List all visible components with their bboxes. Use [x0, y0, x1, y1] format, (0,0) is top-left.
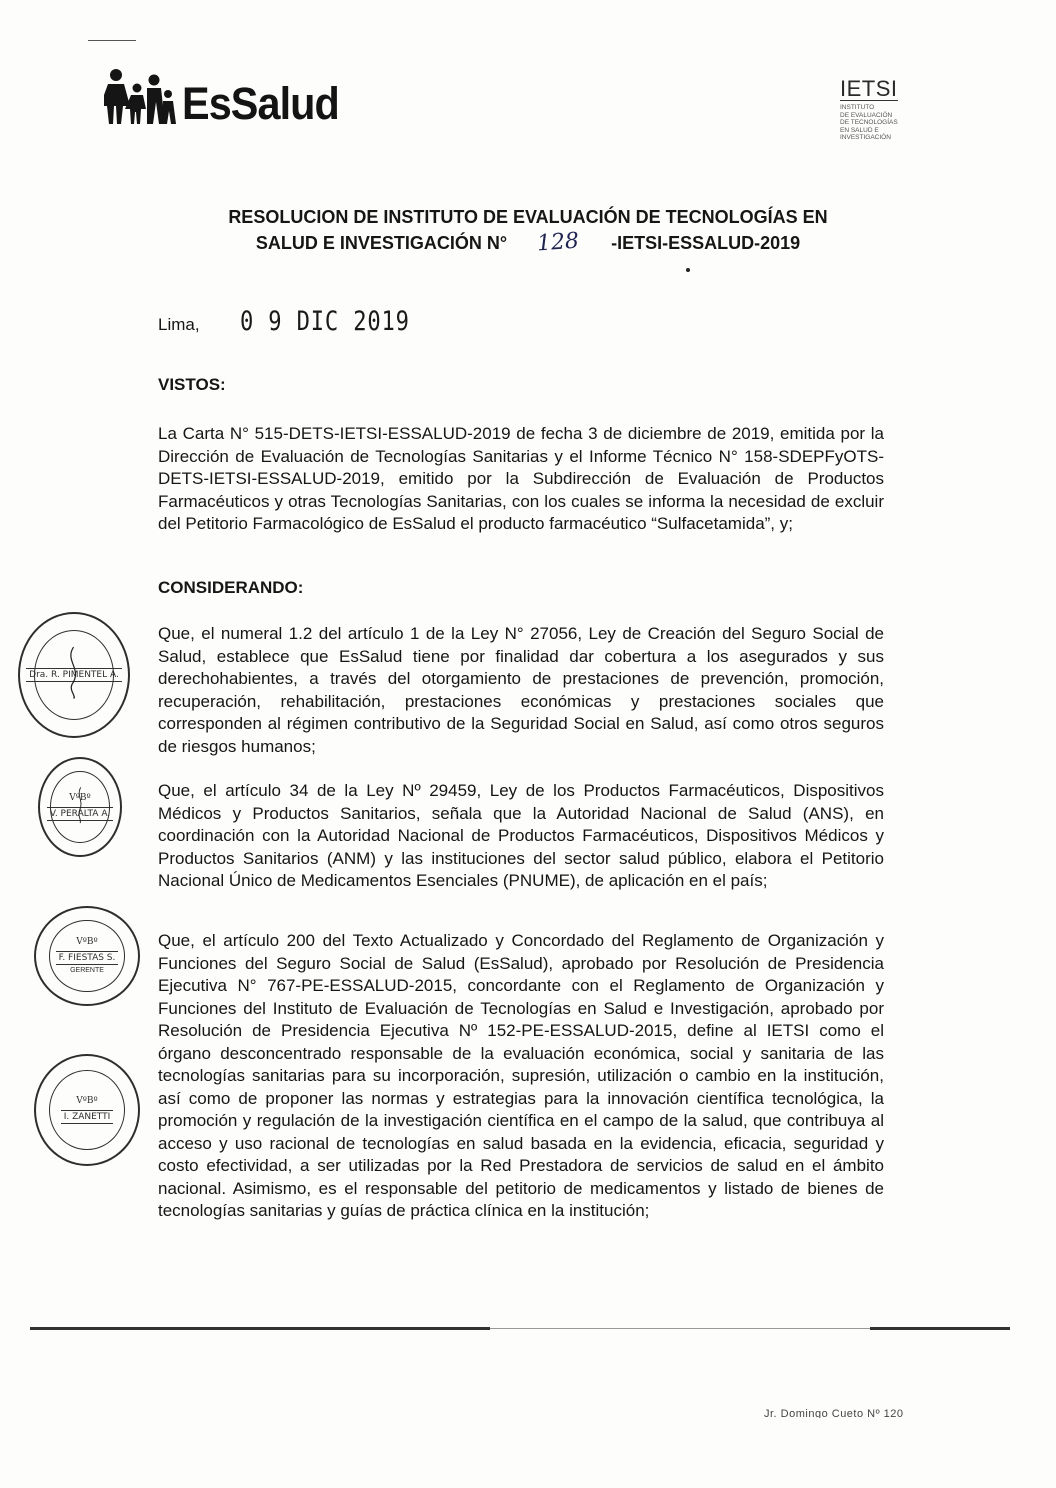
top-margin-mark — [88, 40, 136, 41]
considerando-heading: CONSIDERANDO: — [158, 578, 304, 597]
date-stamp: 0 9 DIC 2019 — [240, 306, 410, 337]
seal-name-2: V. PERALTA A. — [47, 807, 113, 821]
signature-mark — [68, 781, 91, 829]
title-line-2 — [256, 230, 800, 256]
seal-name-4: I. ZANETTI — [61, 1110, 114, 1124]
title-prefix: SALUD E INVESTIGACIÓN N° — [255, 233, 508, 253]
vobo-label-4: VºBº — [76, 1096, 98, 1106]
essalud-logo — [104, 66, 353, 129]
date-place: Lima, — [158, 315, 200, 334]
footer-address: Jr. Domingo Cueto Nº 120 — [764, 1408, 904, 1418]
ietsi-acronym: IETSI — [840, 76, 898, 101]
vistos-paragraph: La Carta N° 515-DETS-IETSI-ESSALUD-2019 de fecha 3 de diciembre de 2019, emitida por la Dirección de Evaluación de Tecnologías Sanitarias y el Informe Técnico N° 158-SDEPFyOTS-DETS-IETSI-ESSALUD-2019, emitido por la Subdirección de Evaluación de Productos Farmacéuticos y otras Tecnologías Sanitarias, con los cuales se informa la necesidad de excluir del Petitorio Farmacológico de EsSalud el producto farmacéutico “Sulfacetamida”, y; — [158, 424, 884, 533]
seal-stamp-3 — [34, 906, 140, 1006]
brand-name: EsSalud — [182, 78, 339, 129]
seal-stamp-1 — [18, 612, 130, 738]
title-suffix: -IETSI-ESSALUD-2019 — [611, 233, 801, 253]
footer-divider — [30, 1326, 1010, 1331]
seal-stamp-4 — [34, 1054, 140, 1166]
seal-name-1: Dra. R. PIMENTEL A. — [26, 668, 122, 682]
ietsi-full-name: INSTITUTO DE EVALUACIÓN DE TECNOLOGÍAS EN SALUD E INVESTIGACIÓN — [840, 104, 898, 141]
resolution-title — [160, 205, 896, 256]
seal-name-3: F. FIESTAS S. — [56, 951, 119, 965]
ietsi-logo — [840, 78, 926, 142]
seal-role-3: GERENTE — [70, 967, 104, 975]
ink-dot — [686, 268, 690, 272]
handwritten-resolution-number: 128 — [536, 228, 580, 257]
vistos-heading: VISTOS: — [158, 375, 226, 394]
considerando-paragraph-2: Que, el artículo 34 de la Ley Nº 29459, Ley de los Productos Farmacéuticos, Dispositivos Médicos y Productos Sanitarios, señala que la Autoridad Nacional de Salud (ANS), en coordinación con la Autoridad Nacional de Productos Farmacéuticos, Dispositivos Médicos y Productos Sanitarios (ANM) y las instituciones del sector salud público, elabora el Petitorio Nacional Único de Medicamentos Esenciales (PNUME), de aplicación en el país; — [158, 781, 884, 890]
considerando-paragraph-1: Que, el numeral 1.2 del artículo 1 de la Ley N° 27056, Ley de Creación del Seguro Social de Salud, establece que EsSalud tiene por finalidad dar cobertura a los asegurados y sus derechohabientes, a través del otorgamiento de prestaciones de prevención, promoción, recuperación, rehabilitación, prestaciones económicas y prestaciones sociales que corresponden al régimen contributivo de la Seguridad Social en Salud, así como otros seguros de riesgos humanos; — [158, 624, 884, 756]
seal-stamp-2 — [38, 757, 122, 857]
title-line-1: RESOLUCION DE INSTITUTO DE EVALUACIÓN DE TECNOLOGÍAS EN — [228, 207, 828, 227]
considerando-paragraph-3: Que, el artículo 200 del Texto Actualizado y Concordado del Reglamento de Organización y Funciones del Seguro Social de Salud (EsSalud), aprobado por Resolución de Presidencia Ejecutiva N° 767-PE-ESSALUD-2015, concordante con el Reglamento de Organización y Funciones del Instituto de Evaluación de Tecnologías en Salud e Investigación, aprobado por Resolución de Presidencia Ejecutiva Nº 152-PE-ESSALUD-2015, define al IETSI como el órgano desconcentrado responsable de la evaluación económica, social y sanitaria de las tecnologías sanitarias para su incorporación, supresión, utilización o cambio en la institución, así como de proponer las normas y estrategias para la innovación científica tecnológica, la promoción y regulación de la investigación científica en el campo de la salud, que contribuya al acceso y uso racional de tecnologías en salud basada en la evidencia, eficacia, seguridad y costo efectividad, a ser utilizadas por la Red Prestadora de servicios de salud en el ámbito nacional. Asimismo, es el responsable del petitorio de medicamentos y listado de bienes de tecnologías sanitarias y guías de práctica clínica en la institución; — [158, 931, 884, 1220]
family-figures-icon — [104, 66, 178, 126]
vobo-label-3: VºBº — [76, 937, 98, 948]
vobo-label-2: VºBº — [69, 792, 91, 803]
